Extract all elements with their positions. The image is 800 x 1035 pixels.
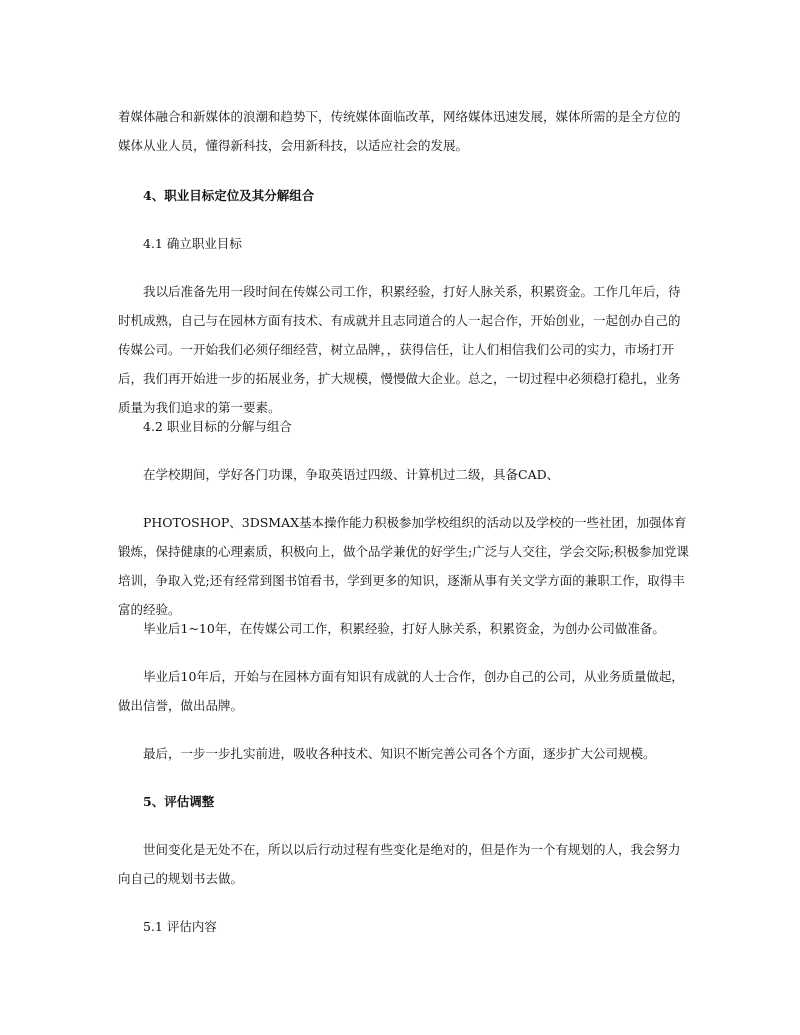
paragraph-career-goal: 我以后准备先用一段时间在传媒公司工作，积累经验，打好人脉关系，积累资金。工作几年后，待时机成熟，自己与在园林方面有技术、有成就并且志同道合的人一起合作，开始创业，一起创办自己的传媒公司。一开始我们必须仔细经营，树立品牌，，获得信任，让人们相信我们公司的实力，市场打开后，我们再开始进一步的拓展业务，扩大规模，慢慢做大企业。总之，一切过程中必须稳打稳扎，业务质量为我们追求的第一要素。	[118, 284, 681, 415]
paragraph-changes: 世间变化是无处不在，所以以后行动过程有些变化是绝对的，但是作为一个有规划的人，我会努力向自己的规划书去做。	[118, 842, 681, 886]
paragraph-skills: PHOTOSHOP、3DSMAX基本操作能力积极参加学校组织的活动以及学校的一些社团，加强体育锻炼，保持健康的心理素质，积极向上，做个品学兼优的好学生;广泛与人交往，学会交际;积极参加党课培训，争取入党;还有经常到图书馆看书，学到更多的知识，逐渐从事有关文学方面的兼职工作，取得丰富的经验。	[118, 515, 689, 617]
paragraph-after-graduation-1-10: 毕业后1~10年，在传媒公司工作，积累经验，打好人脉关系，积累资金，为创办公司做准备。	[143, 621, 665, 636]
subsection-heading-4-2: 4.2 职业目标的分解与组合	[143, 419, 292, 434]
section-heading-5: 5、评估调整	[143, 794, 215, 809]
subsection-heading-4-1: 4.1 确立职业目标	[143, 236, 242, 251]
paragraph-finally: 最后，一步一步扎实前进，吸收各种技术、知识不断完善公司各个方面，逐步扩大公司规模。	[143, 746, 656, 761]
subsection-heading-5-1: 5.1 评估内容	[143, 919, 217, 934]
paragraph-intro: 着媒体融合和新媒体的浪潮和趋势下，传统媒体面临改革，网络媒体迅速发展，媒体所需的是全方位的媒体从业人员，懂得新科技，会用新科技，以适应社会的发展。	[118, 109, 681, 153]
section-heading-4: 4、职业目标定位及其分解组合	[143, 188, 315, 203]
paragraph-after-graduation-10: 毕业后10年后，开始与在园林方面有知识有成就的人士合作，创办自己的公司，从业务质量做起，做出信誉，做出品牌。	[118, 669, 684, 713]
paragraph-school-period: 在学校期间，学好各门功课，争取英语过四级、计算机过二级，具备CAD、	[143, 467, 560, 482]
